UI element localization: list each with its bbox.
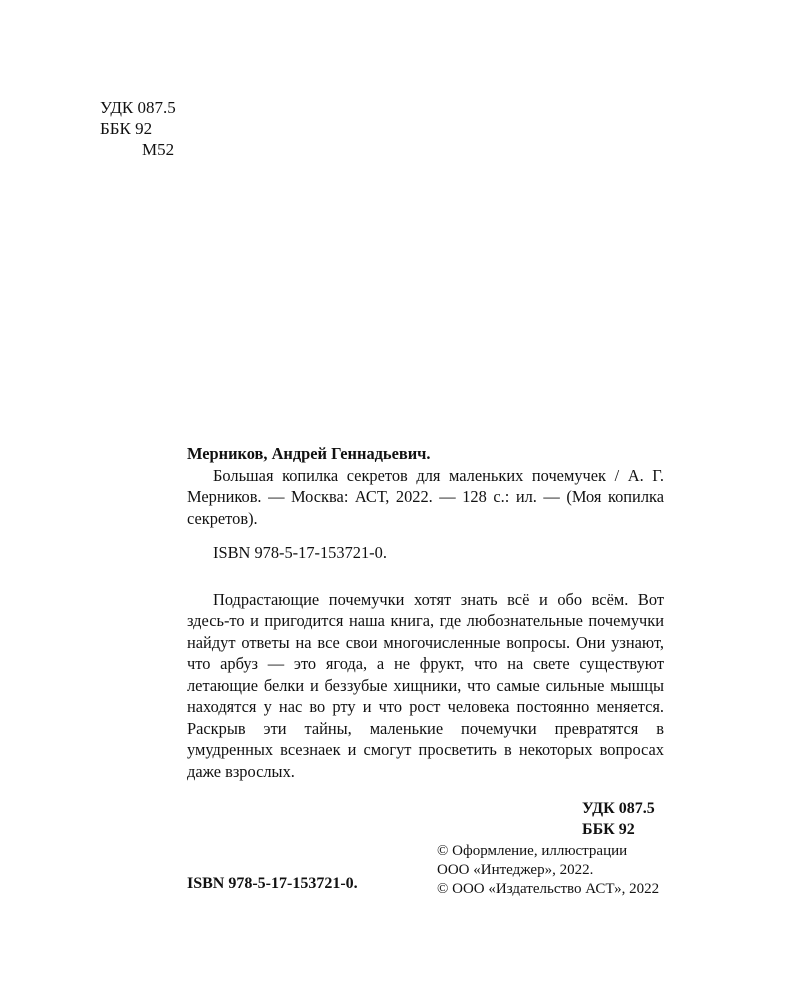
card-biblio-description: Большая копилка секретов для маленьких почемучек / А. Г. Мерников. — Москва: АСТ, 2022. — 128 с.: ил. — (Моя копилка секретов).: [187, 465, 664, 528]
classification-codes: [100, 97, 176, 160]
copyright-line: © ООО «Издательство АСТ», 2022: [437, 881, 660, 897]
bibliographic-card: [187, 443, 664, 840]
copyright-line: ООО «Интеджер», 2022.: [437, 862, 594, 878]
bbk-code: ББК 92: [100, 119, 153, 138]
card-udk: УДК 087.5: [582, 800, 655, 818]
author-mark: М52: [142, 140, 175, 159]
copyright-line: © Оформление, иллюстрации: [437, 843, 628, 859]
udk-code: УДК 087.5: [100, 98, 176, 117]
card-bbk: ББК 92: [582, 821, 635, 839]
copyright-block: [437, 842, 659, 899]
card-annotation: Подрастающие почемучки хотят знать всё и обо всём. Вот здесь-то и пригодится наша книга, где любознательные почемучки найдут ответы на все свои многочисленные вопросы. Они узнают, что арбуз — это ягода, а не фрукт, что на свете существуют летающие белки и беззубые хищники, что самые сильные мышцы находятся у нас во рту и что рост человека постоянно меняется. Раскрыв эти тайны, маленькие почемучки превратятся в умудренных всезнаек и смогут просветить в некоторых вопросах даже взрослых.: [187, 589, 664, 781]
card-author: Мерников, Андрей Геннадьевич.: [187, 444, 431, 463]
footer-isbn: ISBN 978-5-17-153721-0.: [187, 875, 358, 892]
card-isbn: ISBN 978-5-17-153721-0.: [213, 543, 387, 562]
card-classification: [187, 798, 664, 840]
